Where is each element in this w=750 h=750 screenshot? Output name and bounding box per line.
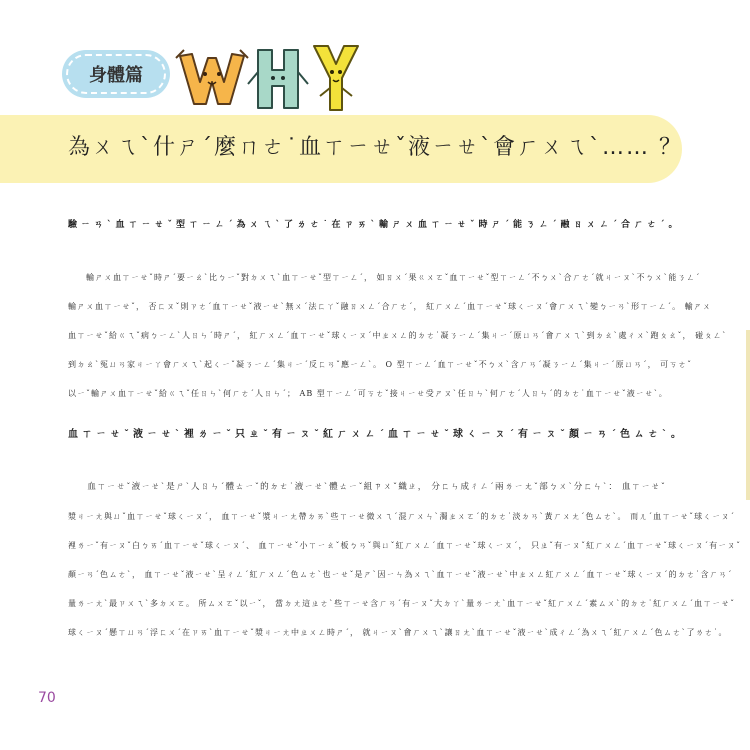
paragraph-line: 到ㄉㄠˋ冤ㄩㄢ家ㄐㄧㄚ會ㄏㄨㄟˋ起ㄑㄧˇ凝ㄋㄧㄥˊ集ㄐㄧˊ反ㄈㄢˇ應ㄧㄥˋ。 O 型ㄒㄧㄥˊ血ㄒㄧㄝˇ不ㄅㄨˋ含ㄏㄢˊ凝ㄋㄧㄥˊ集ㄐㄧˊ原ㄩㄢˊ， 可ㄎㄜˇ: [68, 360, 693, 369]
paragraph-blood-type: [68, 263, 728, 408]
paragraph-line: 以ㄧˇ輸ㄕㄨ血ㄒㄧㄝˇ給ㄍㄟˇ任ㄖㄣˋ何ㄏㄜˊ人ㄖㄣˊ； AB 型ㄒㄧㄥˊ可ㄎㄜˇ接ㄐㄧㄝ受ㄕㄡˋ任ㄖㄣˋ何ㄏㄜˊ人ㄖㄣˊ的ㄉㄜ˙血ㄒㄧㄝˇ液ㄧㄝˋ。: [68, 389, 668, 398]
paragraph-red-cells: [68, 473, 742, 647]
paragraph-line: 血ㄒㄧㄝˇ給ㄍㄟˇ病ㄅㄧㄥˋ人ㄖㄣˊ時ㄕˊ， 紅ㄏㄨㄥˊ血ㄒㄧㄝˇ球ㄑㄧㄡˊ中ㄓㄨㄥ的ㄉㄜ˙凝ㄋㄧㄥˊ集ㄐㄧˊ原ㄩㄢˊ會ㄏㄨㄟˋ到ㄉㄠˋ處ㄔㄨˋ跑ㄆㄠˇ， 碰ㄆㄥˋ: [68, 331, 728, 340]
paragraph-line: 漿ㄐㄧㄤ與ㄩˇ血ㄒㄧㄝˇ球ㄑㄧㄡˊ， 血ㄒㄧㄝˇ漿ㄐㄧㄤ帶ㄉㄞˋ些ㄒㄧㄝ微ㄨㄟˊ混ㄏㄨㄣˋ濁ㄓㄨㄛˊ的ㄉㄜ˙淡ㄉㄢˋ黃ㄏㄨㄤˊ色ㄙㄜˋ。 而ㄦˊ血ㄒㄧㄝˇ球ㄑㄧㄡˊ: [68, 512, 736, 521]
paragraph-line: 血ㄒㄧㄝˇ液ㄧㄝˋ是ㄕˋ人ㄖㄣˊ體ㄊㄧˇ的ㄉㄜ˙液ㄧㄝˋ體ㄊㄧˇ組ㄗㄨˇ織ㄓ， 分ㄈㄣ成ㄔㄥˊ兩ㄌㄧㄤˇ部ㄅㄨˋ分ㄈㄣˋ： 血ㄒㄧㄝˇ: [68, 482, 666, 492]
why-mascots-illustration: [172, 38, 362, 118]
question-title: 為ㄨㄟˋ什ㄕˊ麼ㄇㄜ˙血ㄒㄧㄝˇ液ㄧㄝˋ會ㄏㄨㄟˋ…… ？: [68, 135, 683, 160]
section-heading-blood-type: 驗ㄧㄢˋ血ㄒㄧㄝˇ型ㄒㄧㄥˊ為ㄨㄟˋ了ㄌㄜ˙在ㄗㄞˋ輸ㄕㄨ血ㄒㄧㄝˇ時ㄕˊ能ㄋㄥˊ融ㄖㄨㄥˊ合ㄏㄜˊ。: [68, 220, 682, 230]
page-edge-strip: [746, 330, 750, 500]
section-tab-label: 身體篇: [66, 54, 166, 94]
mascot-w: [176, 50, 248, 104]
page-number: 70: [38, 690, 56, 706]
section-heading-red-cells: 血ㄒㄧㄝˇ液ㄧㄝˋ裡ㄌㄧˇ只ㄓˇ有ㄧㄡˇ紅ㄏㄨㄥˊ血ㄒㄧㄝˇ球ㄑㄧㄡˊ有ㄧㄡˇ顏ㄧㄢˊ色ㄙㄜˋ。: [68, 429, 685, 440]
section-tab: [62, 50, 170, 98]
paragraph-line: 輸ㄕㄨ血ㄒㄧㄝˇ， 否ㄈㄡˇ則ㄗㄜˊ血ㄒㄧㄝˇ液ㄧㄝˋ無ㄨˊ法ㄈㄚˇ融ㄖㄨㄥˊ合ㄏㄜˊ， 紅ㄏㄨㄥˊ血ㄒㄧㄝˇ球ㄑㄧㄡˊ會ㄏㄨㄟˋ變ㄅㄧㄢˋ形ㄒㄧㄥˊ。 輸ㄕㄨ: [68, 302, 712, 311]
paragraph-line: 顏ㄧㄢˊ色ㄙㄜˋ， 血ㄒㄧㄝˇ液ㄧㄝˋ呈ㄔㄥˊ紅ㄏㄨㄥˊ色ㄙㄜˋ也ㄧㄝˇ是ㄕˋ因ㄧㄣ為ㄨㄟˋ血ㄒㄧㄝˇ液ㄧㄝˋ中ㄓㄨㄥ紅ㄏㄨㄥˊ血ㄒㄧㄝˇ球ㄑㄧㄡˊ的ㄉㄜ˙含ㄏㄢˊ: [68, 570, 733, 579]
paragraph-line: 量ㄌㄧㄤˋ最ㄗㄨㄟˋ多ㄉㄨㄛ。 所ㄙㄨㄛˇ以ㄧˇ， 當ㄉㄤ這ㄓㄜˋ些ㄒㄧㄝ含ㄏㄢˊ有ㄧㄡˇ大ㄉㄚˋ量ㄌㄧㄤˋ血ㄒㄧㄝˇ紅ㄏㄨㄥˊ素ㄙㄨˋ的ㄉㄜ˙紅ㄏㄨㄥˊ血ㄒㄧㄝˇ: [68, 599, 736, 608]
paragraph-line: 球ㄑㄧㄡˊ懸ㄒㄩㄢˊ浮ㄈㄨˊ在ㄗㄞˋ血ㄒㄧㄝˇ漿ㄐㄧㄤ中ㄓㄨㄥ時ㄕˊ， 就ㄐㄧㄡˋ會ㄏㄨㄟˋ讓ㄖㄤˋ血ㄒㄧㄝˇ液ㄧㄝˋ成ㄔㄥˊ為ㄨㄟˊ紅ㄏㄨㄥˊ色ㄙㄜˋ了ㄌㄜ˙。: [68, 628, 728, 637]
mascot-y: [314, 46, 358, 110]
mascot-h: [248, 50, 308, 108]
paragraph-line: 輸ㄕㄨ血ㄒㄧㄝˇ時ㄕˊ要ㄧㄠˋ比ㄅㄧˇ對ㄉㄨㄟˋ血ㄒㄧㄝˇ型ㄒㄧㄥˊ， 如ㄖㄨˊ果ㄍㄨㄛˇ血ㄒㄧㄝˇ型ㄒㄧㄥˊ不ㄅㄨˋ合ㄏㄜˊ就ㄐㄧㄡˋ不ㄅㄨˋ能ㄋㄥˊ: [68, 273, 701, 282]
paragraph-line: 裡ㄌㄧˇ有ㄧㄡˇ白ㄅㄞˊ血ㄒㄧㄝˇ球ㄑㄧㄡˊ、 血ㄒㄧㄝˇ小ㄒㄧㄠˇ板ㄅㄢˇ與ㄩˇ紅ㄏㄨㄥˊ血ㄒㄧㄝˇ球ㄑㄧㄡˊ， 只ㄓˇ有ㄧㄡˇ紅ㄏㄨㄥˊ血ㄒㄧㄝˇ球ㄑㄧㄡˊ有ㄧㄡˇ: [68, 541, 742, 550]
